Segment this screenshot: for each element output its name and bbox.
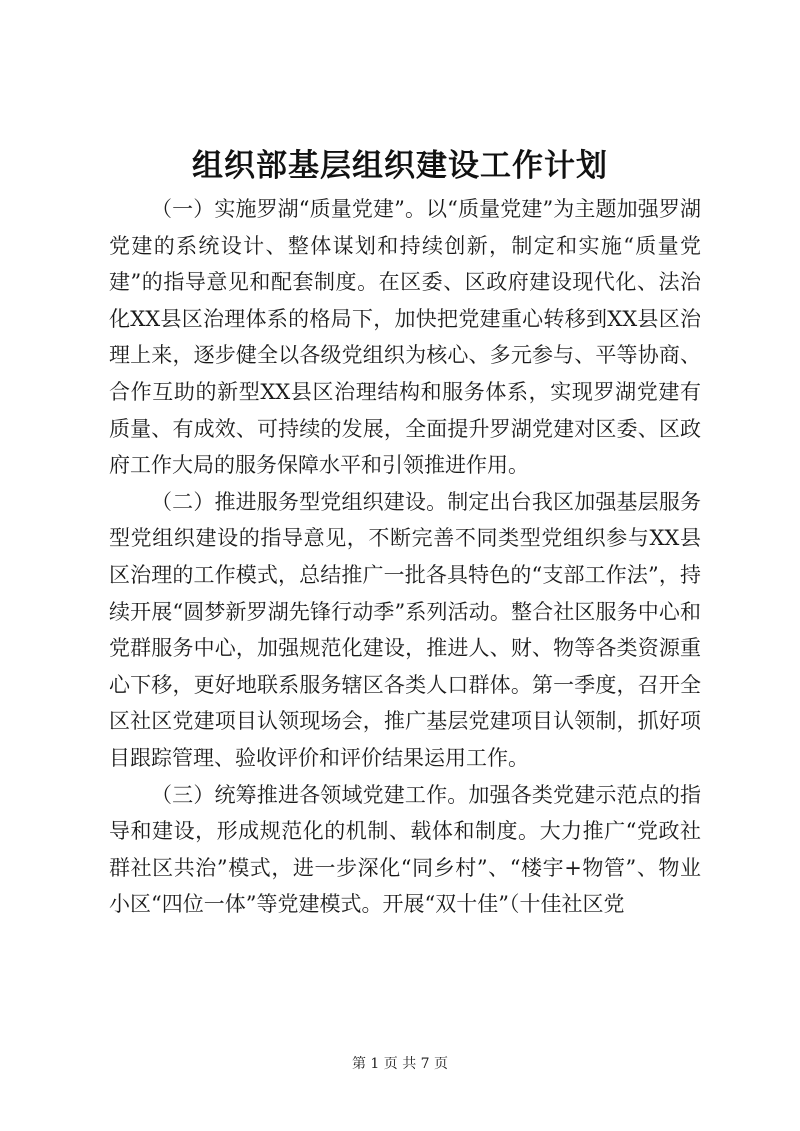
paragraph-3: （三）统筹推进各领域党建工作。加强各类党建示范点的指导和建设，形成规范化的机制、载体和制度。大力推广“党政社群社区共治”模式，进一步深化“同乡村”、“楼宇+物管”、物业小区“四位一体”等党建模式。开展“双十佳”（十佳社区党: [109, 782, 701, 917]
paragraph-2: （二）推进服务型党组织建设。制定出台我区加强基层服务型党组织建设的指导意见，不断完善不同类型党组织参与XX县区治理的工作模式，总结推广一批各具特色的“支部工作法”，持续开展“圆梦新罗湖先锋行动季”系列活动。整合社区服务中心和党群服务中心，加强规范化建设，推进人、财、物等各类资源重心下移，更好地联系服务辖区各类人口群体。第一季度，召开全区社区党建项目认领现场会，推广基层党建项目认领制，抓好项目跟踪管理、验收评价和评价结果运用工作。: [109, 489, 701, 770]
document-body: [109, 191, 701, 923]
page-footer: 第 1 页 共 7 页: [351, 1056, 449, 1072]
document-title: 组织部基层组织建设工作计划: [192, 148, 608, 184]
paragraph-1: （一）实施罗湖“质量党建”。以“质量党建”为主题加强罗湖党建的系统设计、整体谋划和持续创新，制定和实施“质量党建”的指导意见和配套制度。在区委、区政府建设现代化、法治化XX县区治理体系的格局下，加快把党建重心转移到XX县区治理上来，逐步健全以各级党组织为核心、多元参与、平等协商、合作互助的新型XX县区治理结构和服务体系，实现罗湖党建有质量、有成效、可持续的发展，全面提升罗湖党建对区委、区政府工作大局的服务保障水平和引领推进作用。: [109, 197, 701, 478]
